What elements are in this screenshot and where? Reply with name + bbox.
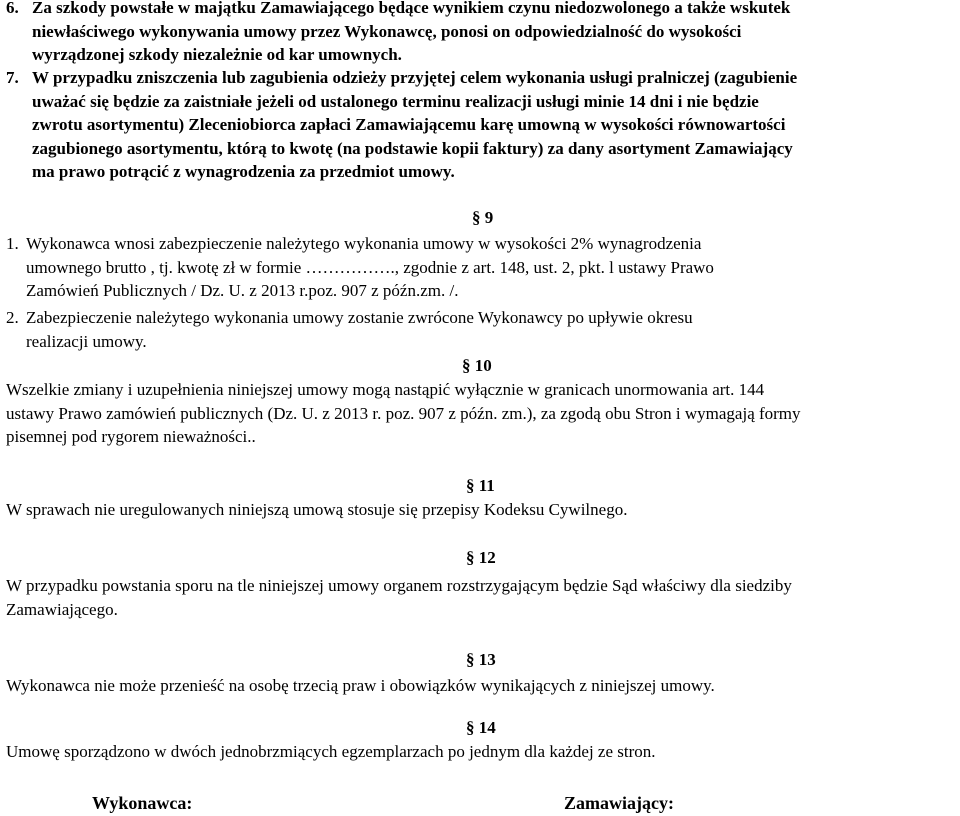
section-10-title: § 10 [462, 356, 492, 375]
signature-contractor-label: Wykonawca: [92, 793, 193, 813]
section-10-line-3: pisemnej pod rygorem nieważności.. [6, 427, 256, 446]
clause-7-line-1: W przypadku zniszczenia lub zagubienia odzieży przyjętej celem wykonania usługi pralniczej (zagubienie [32, 68, 798, 87]
section-14-title: § 14 [466, 718, 496, 737]
section-11-title: § 11 [466, 476, 495, 495]
section-11-body: W sprawach nie uregulowanych niniejszą umową stosuje się przepisy Kodeksu Cywilnego. [6, 500, 628, 519]
clause-6-number: 6. [6, 0, 19, 17]
section-9-item-2-line-2: realizacji umowy. [26, 331, 147, 351]
section-13-body: Wykonawca nie może przenieść na osobę trzecią praw i obowiązków wynikających z niniejszej umowy. [6, 676, 715, 695]
section-9-item-1-line-2: umownego brutto , tj. kwotę zł w formie ……………., zgodnie z art. 148, ust. 2, pkt. l ustawy Prawo [26, 257, 714, 277]
clause-6-line-3: wyrządzonej szkody niezależnie od kar umownych. [32, 45, 402, 64]
section-10-line-1: Wszelkie zmiany i uzupełnienia niniejszej umowy mogą nastąpić wyłącznie w granicach unormowania art. 144 [6, 380, 765, 399]
section-9-item-1-line-3: Zamówień Publicznych / Dz. U. z 2013 r.poz. 907 z późn.zm. /. [26, 281, 459, 300]
section-9-item-2 [6, 306, 960, 353]
clause-7-line-5: ma prawo potrącić z wynagrodzenia za przedmiot umowy. [32, 162, 455, 181]
section-10-line-2: ustawy Prawo zamówień publicznych (Dz. U. z 2013 r. poz. 907 z późn. zm.), za zgodą obu Stron i wymagają formy [6, 403, 801, 423]
section-10-body [6, 378, 960, 449]
section-12-title: § 12 [466, 548, 496, 567]
clause-7-line-4: zagubionego asortymentu, którą to kwotę (na podstawie kopii faktury) za dany asortyment Zamawiający [32, 138, 793, 158]
section-12-line-2: Zamawiającego. [6, 599, 118, 619]
clause-7 [6, 66, 960, 184]
section-9-item-2-number: 2. [6, 308, 19, 327]
section-9-title: § 9 [472, 208, 494, 227]
section-9-item-1-line-1: Wykonawca wnosi zabezpieczenie należytego wykonania umowy w wysokości 2% wynagrodzenia [26, 234, 702, 253]
clause-6 [6, 0, 960, 67]
section-12-body [6, 574, 960, 621]
clause-6-line-2: niewłaściwego wykonywania umowy przez Wykonawcę, ponosi on odpowiedzialność do wysokości [32, 21, 742, 41]
section-13-title: § 13 [466, 650, 496, 669]
clause-7-line-3: zwrotu asortymentu) Zleceniobiorca zapłaci Zamawiającemu karę umowną w wysokości równowartości [32, 115, 786, 134]
section-9-item-1-number: 1. [6, 234, 19, 253]
clause-6-line-1: Za szkody powstałe w majątku Zamawiającego będące wynikiem czynu niedozwolonego a także wskutek [32, 0, 791, 17]
section-14-body: Umowę sporządzono w dwóch jednobrzmiących egzemplarzach po jednym dla każdej ze stron. [6, 742, 656, 761]
section-9-item-1 [6, 232, 960, 303]
section-9-item-2-line-1: Zabezpieczenie należytego wykonania umowy zostanie zwrócone Wykonawcy po upływie okresu [26, 308, 693, 327]
signature-client-label: Zamawiający: [564, 793, 674, 813]
clause-7-line-2: uważać się będzie za zaistniałe jeżeli od ustalonego terminu realizacji usługi minie 14 dni i nie będzie [32, 91, 759, 111]
clause-7-number: 7. [6, 68, 19, 87]
section-12-line-1: W przypadku powstania sporu na tle niniejszej umowy organem rozstrzygającym będzie Sąd właściwy dla siedziby [6, 576, 792, 595]
